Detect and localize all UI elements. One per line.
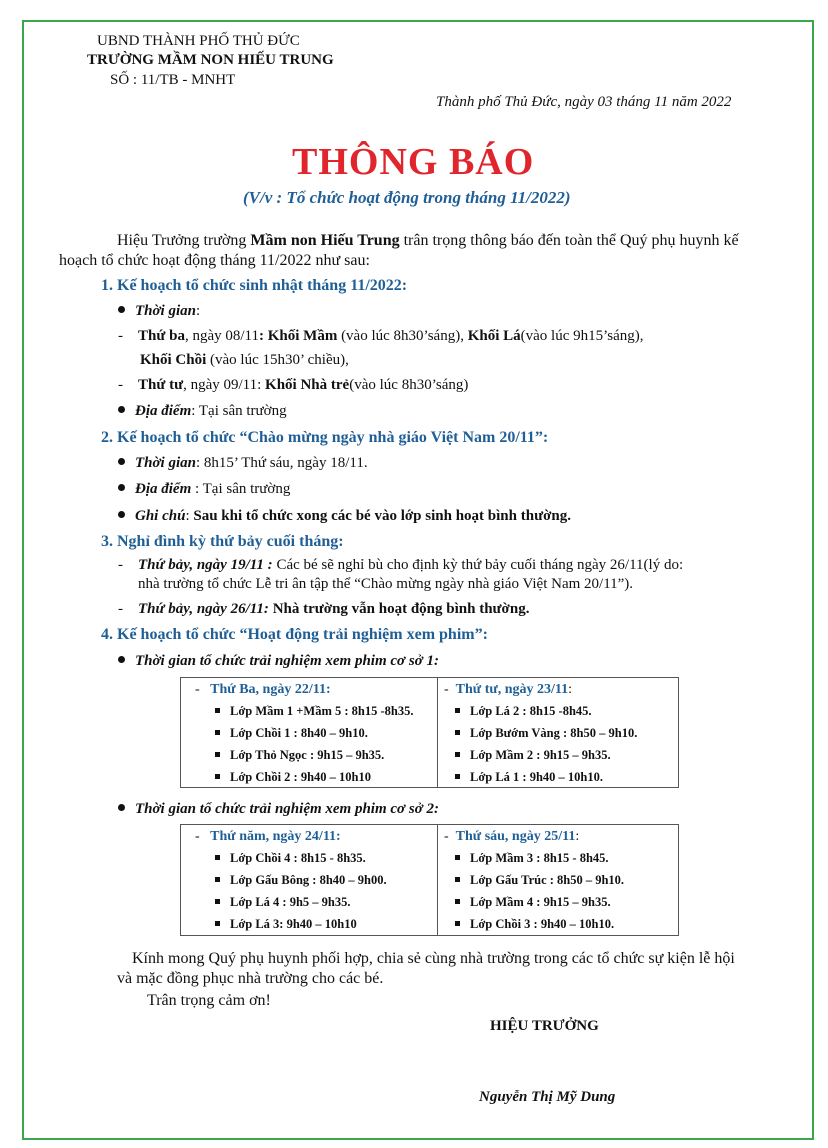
square-bullet-icon (455, 708, 460, 713)
square-bullet-icon (455, 752, 460, 757)
t1-left-row-text: Lớp Mầm 1 +Mầm 5 : 8h15 -8h35. (230, 704, 414, 718)
square-bullet-icon (215, 708, 220, 713)
t1-right-row (455, 770, 603, 785)
sec1-l3-c: (vào lúc 8h30’sáng) (349, 377, 469, 393)
sec1-l3-day: Thứ tư (138, 377, 184, 393)
t2-left-row (215, 873, 387, 888)
sec1-l1-d: Khối Lá (467, 328, 521, 344)
t2-right-row (455, 895, 611, 910)
t2-right-row (455, 851, 609, 866)
t2-left-row (215, 917, 357, 932)
t1-right-row-text: Lớp Mầm 2 : 9h15 – 9h35. (470, 748, 611, 762)
sec1-l1-c: (vào lúc 8h30’sáng), (337, 328, 468, 344)
sec2-place (118, 481, 290, 498)
sec3-l1-label: Thứ bảy, ngày 19/11 : (138, 557, 273, 573)
t1-left-head: - Thứ Ba, ngày 22/11: (195, 682, 331, 697)
sec1-l3-b: Khối Nhà trẻ (265, 377, 350, 393)
intro-school-name: Mầm non Hiếu Trung (250, 232, 400, 249)
t2-right-row (455, 873, 624, 888)
t2-left-row-text: Lớp Chồi 4 : 8h15 - 8h35. (230, 851, 366, 865)
schedule-table-site-2 (180, 824, 679, 936)
sec1-line-3: - Thứ tư, ngày 09/11: Khối Nhà trẻ(vào lúc 8h30’sáng) (118, 377, 469, 393)
t1-left-row (215, 748, 384, 763)
bullet-icon (118, 306, 125, 313)
signature-name: Nguyễn Thị Mỹ Dung (479, 1089, 616, 1105)
sec3-l1-value: Các bé sẽ nghỉ bù cho định kỳ thứ bảy cuối tháng ngày 26/11(lý do: (272, 557, 684, 573)
t2-left-row-text: Lớp Lá 4 : 9h5 – 9h35. (230, 895, 351, 909)
date-line: Thành phố Thủ Đức, ngày 03 tháng 11 năm 2022 (436, 94, 732, 110)
t1-right-row-text: Lớp Lá 2 : 8h15 -8h45. (470, 704, 592, 718)
bullet-icon (118, 656, 125, 663)
t2-right-row (455, 917, 614, 932)
bullet-icon (118, 406, 125, 413)
sec2-note-value: Sau khi tổ chức xong các bé vào lớp sinh hoạt bình thường. (193, 508, 571, 524)
closing-line-1: Kính mong Quý phụ huynh phối hợp, chia sẻ cùng nhà trường trong các tổ chức sự kiện lễ hội (132, 950, 735, 967)
sec1-l3-a: , ngày 09/11: (183, 377, 266, 393)
square-bullet-icon (455, 730, 460, 735)
square-bullet-icon (455, 899, 460, 904)
bullet-icon (118, 484, 125, 491)
bullet-icon (118, 804, 125, 811)
school-name: TRƯỜNG MẦM NON HIẾU TRUNG (87, 52, 334, 68)
sec2-note-label: Ghi chú (135, 508, 186, 524)
sec2-note-colon: : (185, 508, 194, 524)
t2-right-head-tail: : (575, 829, 580, 844)
square-bullet-icon (455, 855, 460, 860)
t2-right-head: - Thứ sáu, ngày 25/11: (444, 829, 580, 844)
t2-right-row-text: Lớp Mầm 3 : 8h15 - 8h45. (470, 851, 609, 865)
sec1-time-colon: : (195, 303, 201, 319)
closing-line-2: và mặc đồng phục nhà trường cho các bé. (117, 970, 384, 987)
sec1-line-2 (140, 352, 349, 369)
sec1-place-value: : Tại sân trường (191, 403, 287, 419)
t1-right-row-text: Lớp Bướm Vàng : 8h50 – 9h10. (470, 726, 638, 740)
t2-left-head-text: Thứ năm, ngày 24/11: (210, 829, 341, 844)
t1-left-head-text: Thứ Ba, ngày 22/11: (210, 682, 331, 697)
square-bullet-icon (455, 877, 460, 882)
t2-right-row-text: Lớp Chồi 3 : 9h40 – 10h10. (470, 917, 615, 931)
sec3-line-1: - Thứ bảy, ngày 19/11 : Các bé sẽ nghỉ bù cho định kỳ thứ bảy cuối tháng ngày 26/11(lý do: (118, 557, 684, 573)
square-bullet-icon (215, 730, 220, 735)
square-bullet-icon (215, 921, 220, 926)
sec1-l1-e: (vào lúc 9h15’sáng), (520, 328, 644, 344)
schedule-table-site-1 (180, 677, 679, 788)
sec1-place-label: Địa điểm (135, 403, 192, 419)
intro-line-1 (117, 232, 739, 250)
sec1-l1-day: Thứ ba (138, 328, 185, 344)
page-subtitle: (V/v : Tổ chức hoạt động trong tháng 11/2022) (243, 188, 571, 207)
sec1-l1-b: : Khối Mầm (258, 328, 338, 344)
bullet-icon (118, 458, 125, 465)
sec1-l2-a: Khối Chồi (140, 352, 207, 368)
t1-right-head-tail: : (568, 682, 573, 697)
t1-left-row-text: Lớp Chồi 2 : 9h40 – 10h10 (230, 770, 371, 784)
t2-right-head-text: Thứ sáu, ngày 25/11 (455, 829, 576, 844)
page-title: THÔNG BÁO (292, 141, 535, 183)
t2-left-row-text: Lớp Lá 3: 9h40 – 10h10 (230, 917, 357, 931)
sec1-place (118, 403, 287, 420)
square-bullet-icon (215, 752, 220, 757)
table-divider (437, 825, 438, 935)
t2-left-row (215, 851, 366, 866)
t2-left-head: - Thứ năm, ngày 24/11: (195, 829, 341, 844)
sec1-time (118, 303, 200, 320)
t1-right-row (455, 748, 611, 763)
square-bullet-icon (215, 877, 220, 882)
t2-left-row-text: Lớp Gấu Bông : 8h40 – 9h00. (230, 873, 387, 887)
sec1-line-1: - Thứ ba, ngày 08/11: Khối Mầm (vào lúc 8h30’sáng), Khối Lá(vào lúc 9h15’sáng), (118, 328, 644, 344)
intro-line-2: hoạch tổ chức hoạt động tháng 11/2022 như sau: (59, 252, 370, 269)
sec3-l2-label: Thứ bảy, ngày 26/11: (138, 601, 269, 617)
table-divider (437, 678, 438, 787)
t1-left-row (215, 704, 413, 719)
section-1-heading: 1. Kế hoạch tổ chức sinh nhật tháng 11/2022: (101, 277, 408, 294)
t1-right-head-text: Thứ tư, ngày 23/11 (455, 682, 569, 697)
section-3-heading: 3. Nghỉ đình kỳ thứ bảy cuối tháng: (101, 533, 344, 550)
square-bullet-icon (455, 774, 460, 779)
square-bullet-icon (455, 921, 460, 926)
sec2-note (118, 508, 571, 525)
sec2-place-label: Địa điểm (135, 481, 192, 497)
sec2-place-value: : Tại sân trường (191, 481, 291, 497)
document-number: SỐ : 11/TB - MNHT (110, 72, 236, 88)
section-2-heading: 2. Kế hoạch tổ chức “Chào mừng ngày nhà giáo Việt Nam 20/11”: (101, 429, 549, 446)
t1-right-row (455, 704, 592, 719)
t1-right-row-text: Lớp Lá 1 : 9h40 – 10h10. (470, 770, 603, 784)
t1-left-row-text: Lớp Chồi 1 : 8h40 – 9h10. (230, 726, 368, 740)
intro-text-c: trân trọng thông báo đến toàn thể Quý phụ huynh kế (399, 232, 739, 249)
square-bullet-icon (215, 774, 220, 779)
sec2-time-value: : 8h15’ Thứ sáu, ngày 18/11. (195, 455, 368, 471)
square-bullet-icon (215, 899, 220, 904)
sec1-l2-b: (vào lúc 15h30’ chiều), (206, 352, 349, 368)
sec2-time (118, 455, 368, 472)
t1-left-row-text: Lớp Thỏ Ngọc : 9h15 – 9h35. (230, 748, 385, 762)
sec3-line-2: - Thứ bảy, ngày 26/11: Nhà trường vẫn hoạt động bình thường. (118, 601, 530, 617)
t1-left-row (215, 770, 371, 785)
site2-label-text: Thời gian tổ chức trải nghiệm xem phim cơ sở 2: (135, 801, 439, 817)
sec2-time-label: Thời gian (135, 455, 196, 471)
t2-left-row (215, 895, 351, 910)
t1-right-head: - Thứ tư, ngày 23/11: (444, 682, 573, 697)
site1-label-text: Thời gian tổ chức trải nghiệm xem phim cơ sở 1: (135, 653, 439, 669)
sec1-l1-a: , ngày 08/11 (184, 328, 259, 344)
t1-right-row (455, 726, 637, 741)
agency-name: UBND THÀNH PHỐ THỦ ĐỨC (97, 33, 300, 49)
sec4-site1-label (118, 653, 439, 670)
section-4-heading: 4. Kế hoạch tổ chức “Hoạt động trải nghiệm xem phim”: (101, 626, 488, 643)
sec4-site2-label (118, 801, 439, 818)
square-bullet-icon (215, 855, 220, 860)
closing-thanks: Trân trọng cảm ơn! (147, 992, 271, 1009)
sec3-line-1-cont: nhà trường tổ chức Lễ tri ân tập thể “Chào mừng ngày nhà giáo Việt Nam 20/11”). (138, 576, 634, 592)
t2-right-row-text: Lớp Mầm 4 : 9h15 – 9h35. (470, 895, 611, 909)
t2-right-row-text: Lớp Gấu Trúc : 8h50 – 9h10. (470, 873, 625, 887)
bullet-icon (118, 511, 125, 518)
sec3-l2-value: Nhà trường vẫn hoạt động bình thường. (268, 601, 530, 617)
intro-text-a: Hiệu Trưởng trường (117, 232, 251, 249)
sec1-time-label: Thời gian (135, 303, 196, 319)
signature-role: HIỆU TRƯỞNG (490, 1018, 599, 1034)
t1-left-row (215, 726, 368, 741)
